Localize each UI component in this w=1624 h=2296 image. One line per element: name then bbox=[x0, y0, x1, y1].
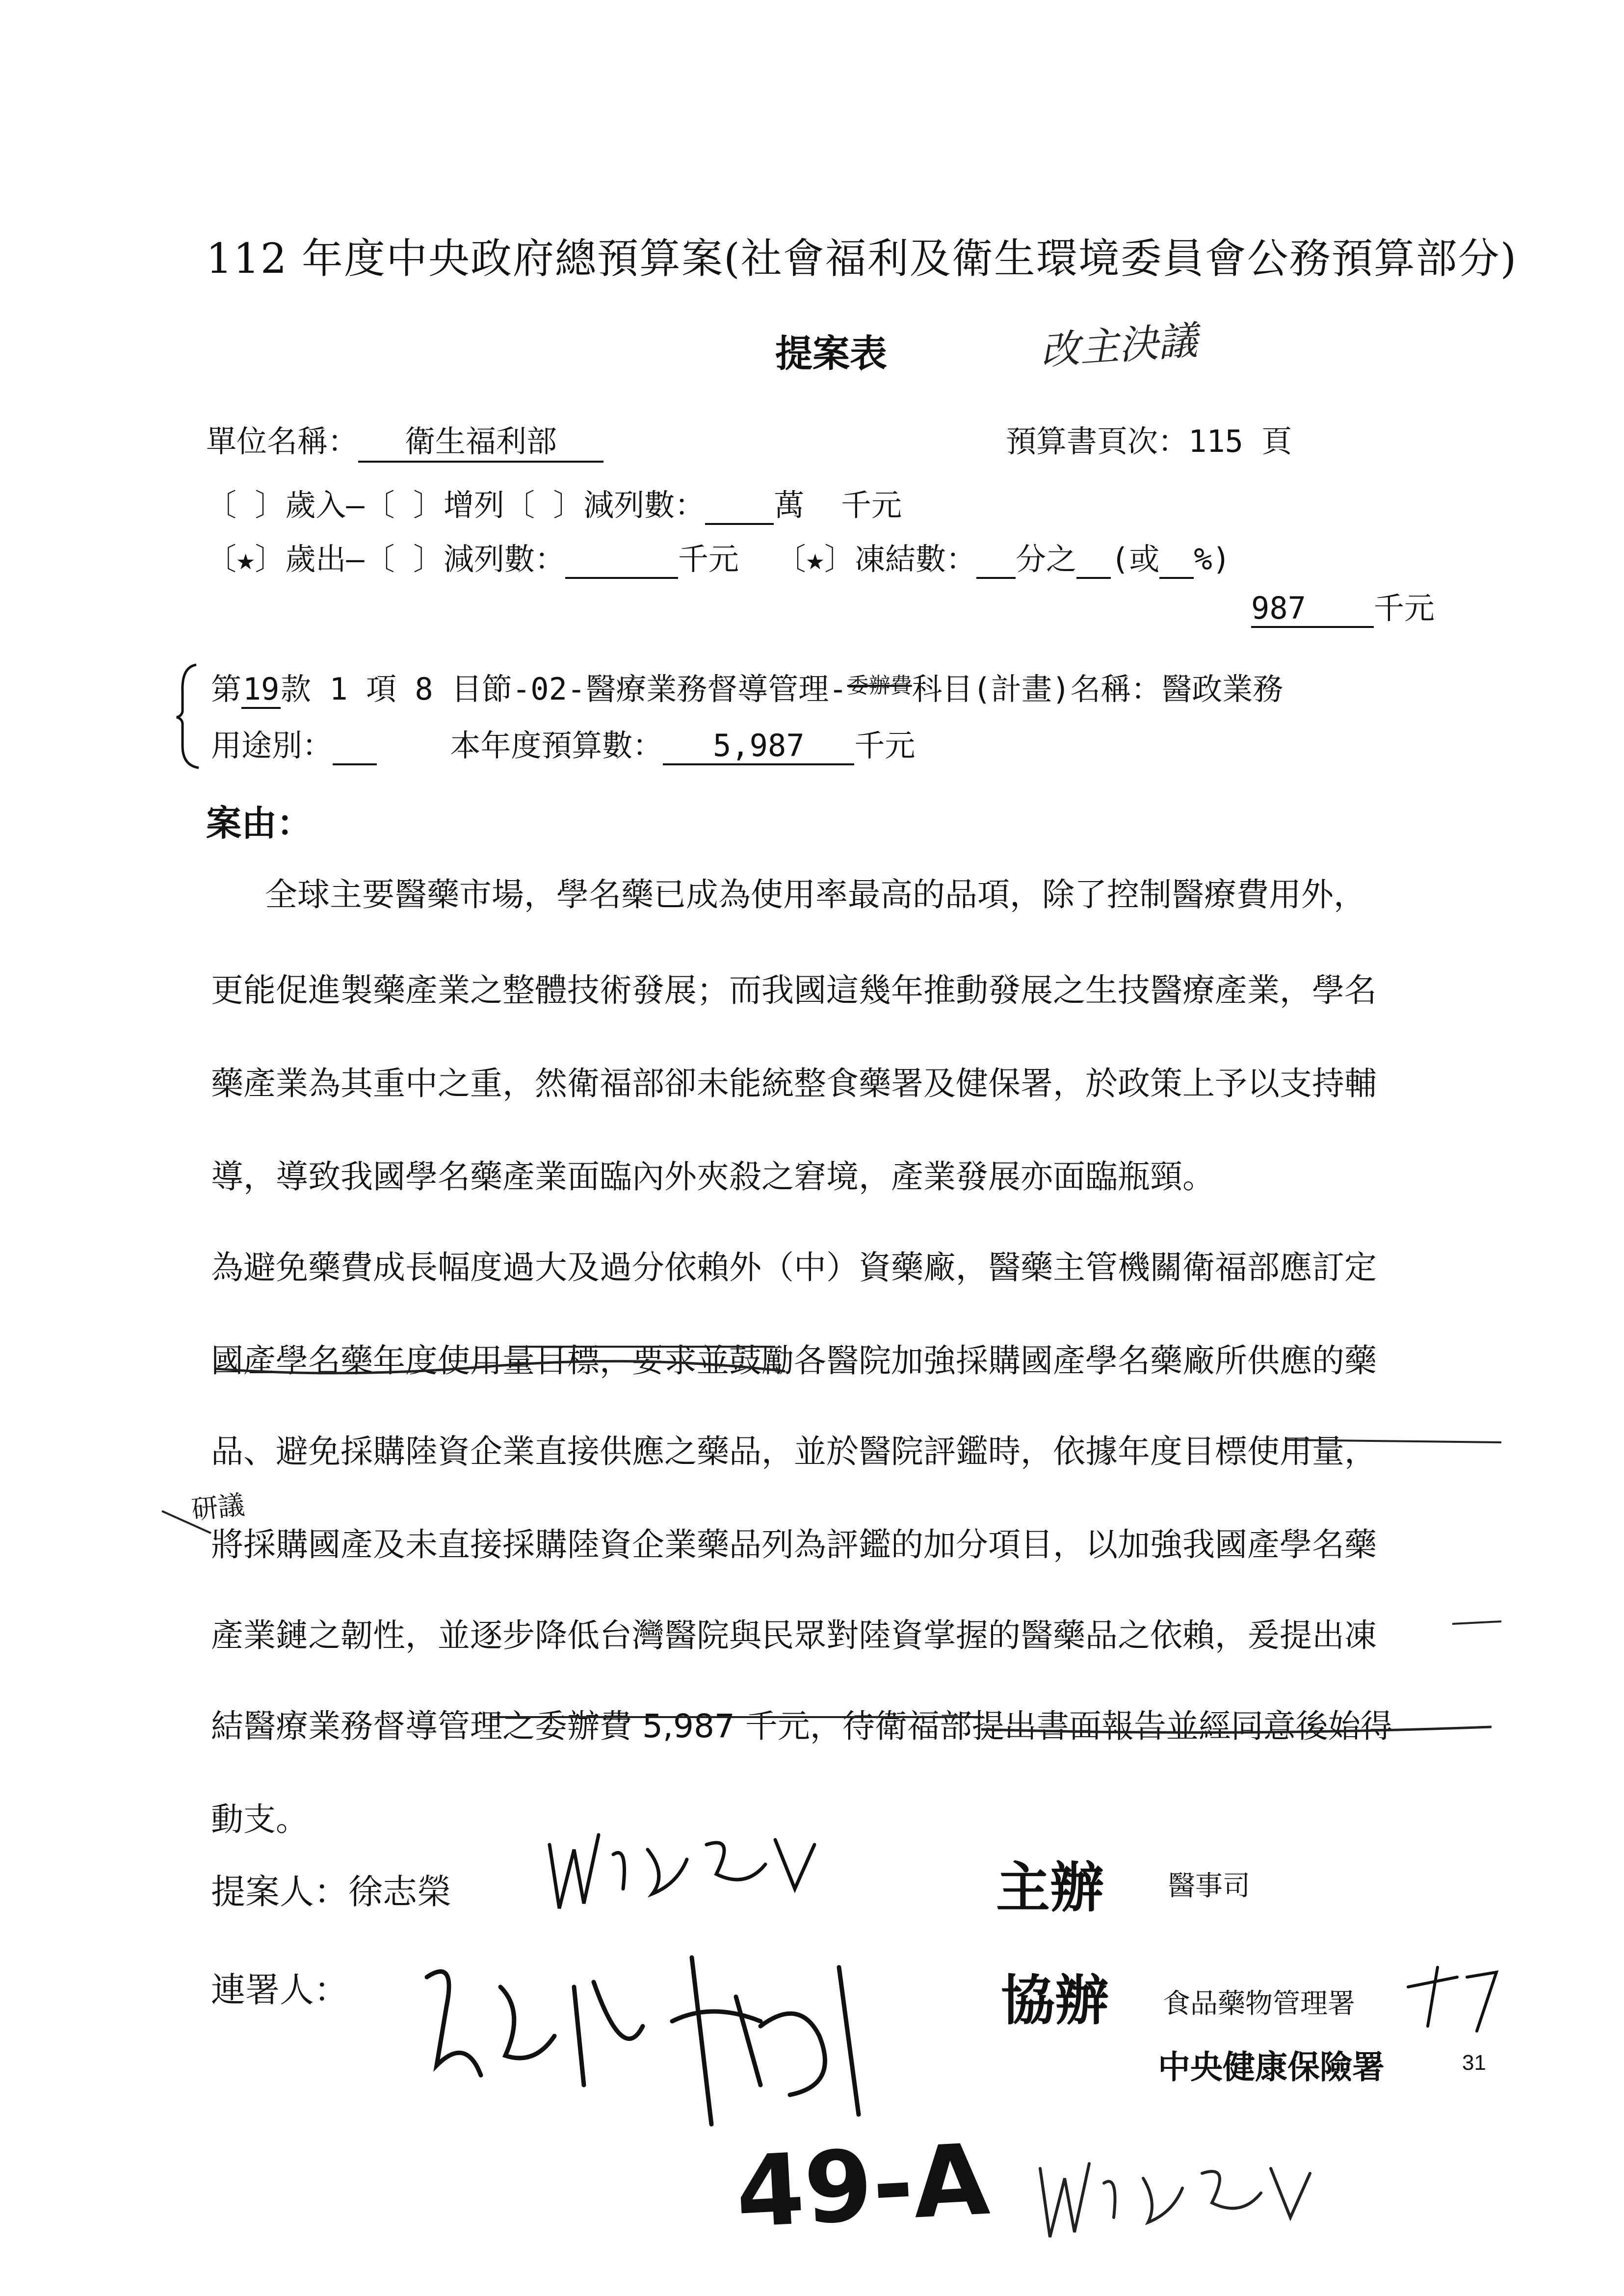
page-title: 112 年度中央政府總預算案(社會福利及衛生環境委員會公務預算部分) bbox=[206, 235, 1518, 283]
expense-row: 〔★〕歲出—〔 〕減列數： 千元 〔★〕凍結數： 分之 (或 %) bbox=[206, 535, 1231, 579]
proposer-signature bbox=[540, 1815, 834, 1923]
budget-label: 本年度預算數： bbox=[450, 728, 663, 763]
item-struck-text: 委辦費 bbox=[847, 673, 912, 698]
paragraph-line: 品、避免採購陸資企業直接供應之藥品，並於醫院評鑑時，依據年度目標使用量， bbox=[211, 1433, 1377, 1470]
item-kuan: 19 bbox=[241, 671, 281, 709]
expense-star-mark: ★ bbox=[236, 541, 255, 577]
usage-label: 用途別： bbox=[211, 728, 333, 763]
paragraph-line: 全球主要醫藥市場，學名藥已成為使用率最高的品項，除了控制醫療費用外， bbox=[265, 876, 1366, 913]
freeze-star-mark: ★ bbox=[806, 541, 825, 577]
freeze-label: 凍結數： bbox=[855, 541, 977, 577]
item-after: 科目(計畫)名稱：醫政業務 bbox=[912, 671, 1283, 707]
proposer-row bbox=[211, 1864, 451, 1914]
budget-unit: 千元 bbox=[854, 728, 916, 763]
paragraph-line: 動支。 bbox=[211, 1800, 308, 1838]
budget-value: 5,987 bbox=[663, 728, 854, 765]
revenue-unit-qian: 千元 bbox=[840, 487, 902, 523]
assist-office-2: 中央健康保險署 bbox=[1158, 2048, 1385, 2086]
revenue-unit-wan: 萬 bbox=[774, 487, 805, 523]
assist-handwriting bbox=[1398, 1957, 1521, 2036]
main-office-label: 主辦 bbox=[996, 1856, 1104, 1919]
expense-unit: 千元 bbox=[678, 541, 739, 577]
budget-page: 預算書頁次：115 頁 bbox=[1006, 423, 1292, 459]
assist-label: 協辦 bbox=[1001, 1969, 1109, 2032]
revenue-prefix: 〔 〕歲入—〔 〕增列〔 〕減列數： bbox=[206, 487, 706, 523]
reason-label: 案由： bbox=[206, 803, 313, 844]
item-row: 第19款 1 項 8 目節-02-醫療業務督導管理-$^{委辦費}$科目(計畫)名稱：醫政業務 bbox=[211, 665, 1283, 709]
freeze-amount: 987 bbox=[1251, 590, 1374, 628]
pct-label: %) bbox=[1194, 541, 1231, 577]
paragraph-line: 結醫療業務督導管理之委辦費 5,987 千元，待衛福部提出書面報告並經同意後始得 bbox=[211, 1707, 1393, 1745]
main-office: 醫事司 bbox=[1168, 1870, 1250, 1902]
handwritten-bottom-mark: 49-A bbox=[733, 2122, 992, 2250]
bottom-signature bbox=[1030, 2139, 1325, 2257]
proposer-name: 徐志榮 bbox=[348, 1872, 451, 1912]
expense-prefix: 歲出—〔 〕減列數： bbox=[285, 541, 566, 577]
item-prefix: 第 bbox=[211, 671, 242, 707]
assist-office-1: 食品藥物管理署 bbox=[1163, 1988, 1355, 2020]
fraction-label: 分之 bbox=[1016, 541, 1077, 577]
proposer-label: 提案人： bbox=[211, 1872, 348, 1912]
handwritten-top-note: 改主決議 bbox=[1039, 317, 1199, 374]
cosigner-signatures bbox=[417, 1938, 1006, 2144]
paragraph-line: 藥產業為其重中之重，然衛福部卻未能統整食藥署及健保署，於政策上予以支持輔 bbox=[211, 1065, 1377, 1102]
paragraph-line: 為避免藥費成長幅度過大及過分依賴外（中）資藥廠，醫藥主管機關衛福部應訂定 bbox=[211, 1249, 1377, 1286]
or-label: (或 bbox=[1111, 541, 1160, 577]
paragraph-line: 產業鏈之韌性，並逐步降低台灣醫院與民眾對陸資掌握的醫藥品之依賴，爰提出凍 bbox=[211, 1617, 1377, 1654]
paragraph-line: 將採購國產及未直接採購陸資企業藥品列為評鑑的加分項目，以加強我國產學名藥 bbox=[211, 1526, 1377, 1564]
paragraph-line: 國產學名藥年度使用量目標，要求並鼓勵各醫院加強採購國產學名藥廠所供應的藥 bbox=[211, 1342, 1377, 1380]
page-number: 31 bbox=[1462, 2051, 1486, 2075]
unit-value: 衛生福利部 bbox=[358, 417, 603, 463]
form-subtitle: 提案表 bbox=[775, 332, 887, 375]
freeze-amount-unit: 千元 bbox=[1374, 590, 1435, 626]
unit-label: 單位名稱： bbox=[206, 423, 359, 459]
margin-note: 研議 bbox=[190, 1489, 246, 1526]
paragraph-line: 更能促進製藥產業之整體技術發展；而我國這幾年推動發展之生技醫療產業，學名 bbox=[211, 971, 1377, 1009]
item-rest: 款 1 項 8 目節-02-醫療業務督導管理 bbox=[281, 671, 829, 707]
cosigner-label: 連署人： bbox=[211, 1970, 348, 2010]
paragraph-line: 導，導致我國學名藥產業面臨內外夾殺之窘境，產業發展亦面臨瓶頸。 bbox=[211, 1158, 1215, 1196]
